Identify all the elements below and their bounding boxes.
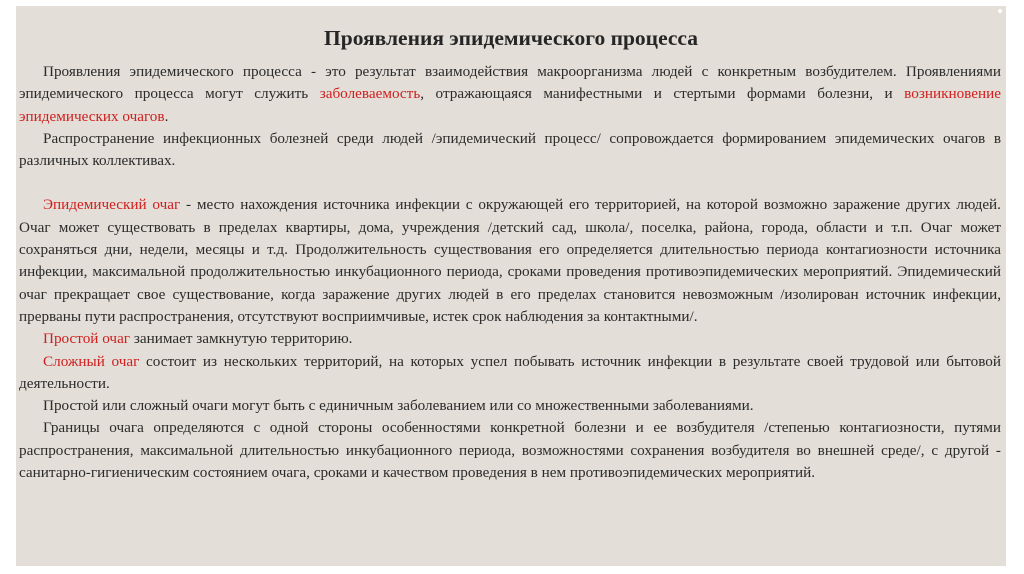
paragraph-manifestations: Проявления эпидемического процесса - это результат взаимодействия макроорганизма людей с конкретным возбудителем. Проявлениями эпидемического процесса могут служить заболеваемость, отражающаяся манифестными и стертыми формами болезни, и возникновение эпидемических очагов.: [19, 63, 1001, 125]
paragraph-complex-focus: Сложный очаг состоит из нескольких территорий, на которых успел побывать источник инфекции в результате своей трудовой или бытовой деятельности.: [19, 352, 1002, 392]
paragraph-spread: Распространение инфекционных болезней среди людей /эпидемический процесс/ сопровождается формированием эпидемических очагов в различных коллективах.: [19, 129, 1001, 170]
highlight-epidemic-focus: Эпидемический очаг: [43, 196, 181, 214]
slide-title: Проявления эпидемического процесса: [324, 26, 698, 50]
highlight-simple-focus: Простой очаг: [43, 330, 131, 348]
highlight-morbidity: заболеваемость: [319, 85, 421, 103]
slide-body: [19, 61, 1001, 484]
slide: [16, 6, 1006, 566]
paragraph-single-multiple: Простой или сложный очаги могут быть с единичным заболеванием или со множественными заболеваниями.: [43, 397, 754, 415]
paragraph-epidemic-focus: Эпидемический очаг - место нахождения источника инфекции с окружающей его территорией, на которой возможно заражение других людей. Очаг может существовать в пределах квартиры, дома, учреждения /детский сад, школа/, поселка, района, города, области и т.п. Очаг может сохраняться дни, недели, месяцы и т.д. Продолжительность существования его определяется длительностью периода контагиозности источника инфекции, максимальной продолжительностью инкубационного периода, сроками проведения противоэпидемических мероприятий. Эпидемический очаг прекращает свое существование, когда заражение других людей в его пределах становится невозможным /изолирован источник инфекции, прерваны пути распространения, отсутствуют восприимчивые, истек срок наблюдения за контактными/.: [19, 196, 1001, 325]
corner-dot: [998, 9, 1002, 13]
paragraph-gap: [19, 172, 1001, 194]
paragraph-simple-focus: Простой очаг занимает замкнутую территорию.: [43, 330, 353, 348]
highlight-complex-focus: Сложный очаг: [43, 352, 140, 370]
highlight-foci-emergence: возникновение эпидемических очагов: [19, 85, 1001, 125]
paragraph-boundaries: Границы очага определяются с одной стороны особенностями конкретной болезни и ее возбудителя /степенью контагиозности, путями распространения, максимальной длительностью инкубационного периода, возможностями сохранения возбудителя во внешней среде/, с другой - санитарно-гигиеническим состоянием очага, сроками и качеством проведения в нем противоэпидемических мероприятий.: [19, 419, 1001, 482]
